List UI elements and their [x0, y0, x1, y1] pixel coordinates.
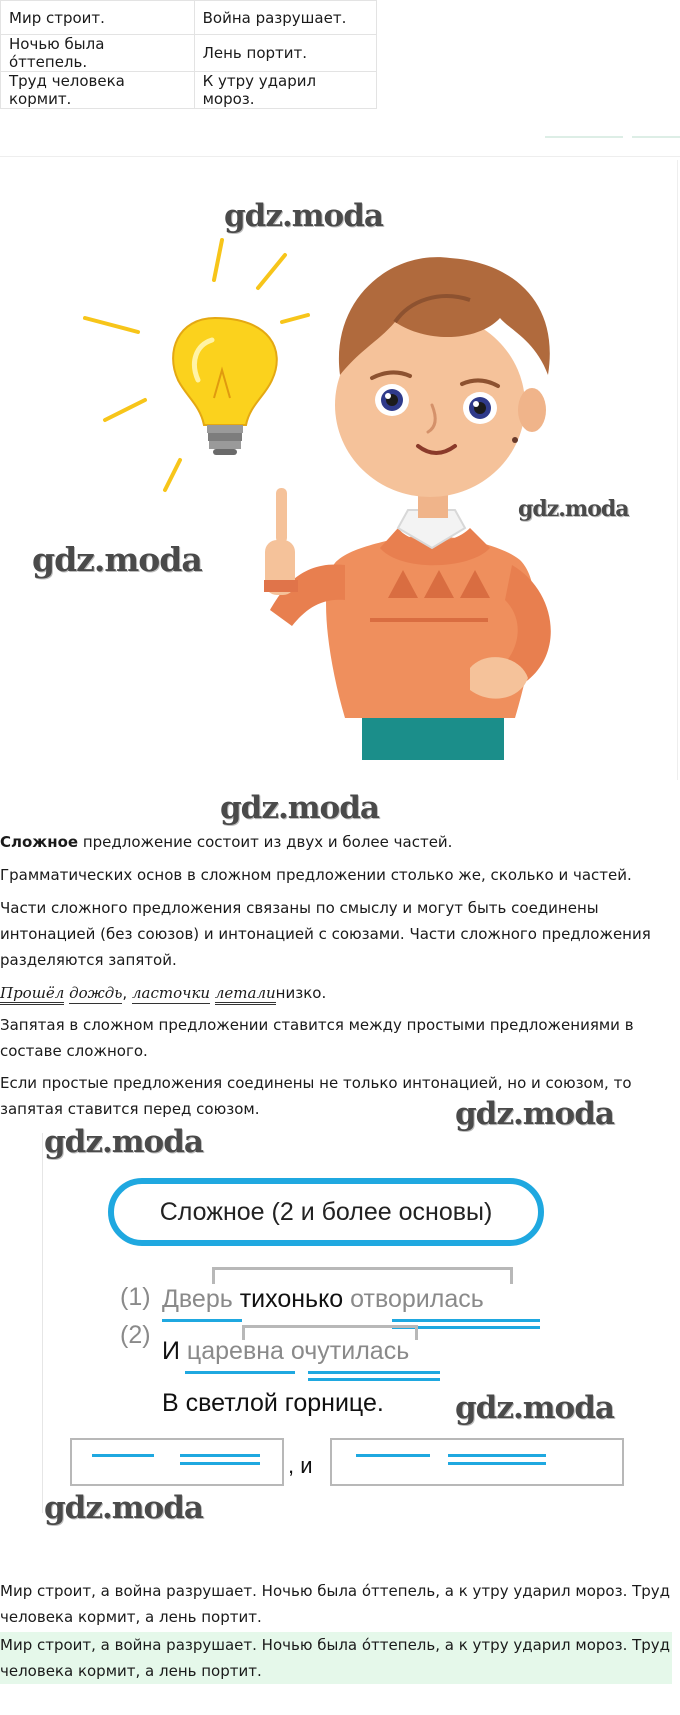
table-cell: Ночью была о́ттепель. — [1, 35, 195, 72]
subject-underline — [162, 1319, 242, 1322]
subject-word: дождь — [69, 984, 123, 1002]
diagram-title: Сложное (2 и более основы) — [108, 1178, 544, 1246]
line-number: (2) — [120, 1321, 151, 1349]
boy-lightbulb-image — [0, 160, 680, 760]
table-cell: К утру ударил мороз. — [194, 72, 376, 109]
watermark: gdz.moda — [518, 496, 629, 522]
table-row — [1, 72, 377, 109]
watermark: gdz.moda — [220, 790, 379, 826]
watermark: gdz.moda — [224, 198, 383, 234]
divider — [545, 136, 623, 138]
term-bold: Сложное — [0, 833, 79, 851]
predicate-word: летали — [215, 984, 276, 1005]
predicate-word: очутилась — [290, 1337, 410, 1365]
predicate-underline — [308, 1371, 440, 1374]
answer-highlight: Мир строит, а война разрушает. Ночью была о́ттепель, а к утру ударил мороз. Труд человека кормит, а лень портит. — [0, 1632, 672, 1684]
scheme-box-left — [70, 1438, 284, 1486]
watermark: gdz.moda — [44, 1490, 203, 1526]
subject-underline — [185, 1371, 295, 1374]
table-cell: Мир строит. — [1, 1, 195, 35]
sentence-line-2 — [162, 1337, 409, 1366]
line-number: (1) — [120, 1283, 151, 1311]
divider — [0, 156, 680, 157]
answer-text: Мир строит, а война разрушает. Ночью была о́ттепель, а к утру ударил мороз. Труд человека кормит, а лень портит. — [0, 1582, 671, 1626]
table-row — [1, 35, 377, 72]
predicate-line — [180, 1454, 260, 1457]
subject-word: Дверь — [162, 1285, 233, 1313]
subject-line — [356, 1454, 430, 1457]
table-cell: Лень портит. — [194, 35, 376, 72]
conjunction: И — [162, 1337, 187, 1365]
rule-paragraph-5: Запятая в сложном предложении ставится между простыми предложениями в составе сложного. — [0, 1016, 634, 1060]
subject-word: царевна — [186, 1337, 284, 1365]
table-cell: Труд человека кормит. — [1, 72, 195, 109]
predicate-underline — [392, 1319, 540, 1322]
sentence-line-1 — [162, 1285, 484, 1314]
predicate-word: Прошёл — [0, 984, 64, 1005]
subject-line — [92, 1454, 154, 1457]
rule-paragraph-6: Если простые предложения соединены не только интонацией, но и союзом, то запятая ставится перед союзом. — [0, 1074, 632, 1118]
predicate-line — [448, 1454, 546, 1457]
watermark: gdz.moda — [44, 1124, 203, 1160]
boy-lightbulb-illustration — [0, 160, 680, 760]
divider — [42, 1133, 43, 1513]
example-sentence — [0, 980, 672, 1006]
subject-word: ласточки — [131, 984, 211, 1002]
scheme-separator: , и — [288, 1453, 313, 1478]
rule-paragraph-3: Части сложного предложения связаны по смыслу и могут быть соединены интонацией (без союзов) и интонацией с союзами. Части сложного предложения разделяются запятой. — [0, 899, 651, 969]
connection-bracket — [212, 1267, 513, 1284]
scheme-box-right — [330, 1438, 624, 1486]
complex-sentence-diagram — [42, 1133, 680, 1513]
predicate-word: отворилась — [350, 1285, 484, 1313]
watermark: gdz.moda — [455, 1390, 614, 1426]
table-cell: Война разрушает. — [194, 1, 376, 35]
predicate-line — [448, 1462, 546, 1465]
comma: , — [122, 984, 128, 1002]
rule-text: предложение состоит из двух и более частей. — [78, 833, 453, 851]
table-row — [1, 1, 377, 35]
rule-paragraph-1 — [0, 829, 672, 855]
rule-paragraph-2: Грамматических основ в сложном предложении столько же, сколько и частей. — [0, 866, 632, 884]
word-table — [0, 0, 377, 109]
example-rest: низко. — [275, 984, 327, 1002]
predicate-underline — [308, 1378, 440, 1381]
watermark: gdz.moda — [32, 540, 202, 579]
watermark: gdz.moda — [455, 1096, 614, 1132]
middle-words: тихонько — [232, 1285, 351, 1313]
predicate-line — [180, 1462, 260, 1465]
divider — [632, 136, 680, 138]
sentence-line-3: В светлой горнице. — [162, 1389, 384, 1417]
